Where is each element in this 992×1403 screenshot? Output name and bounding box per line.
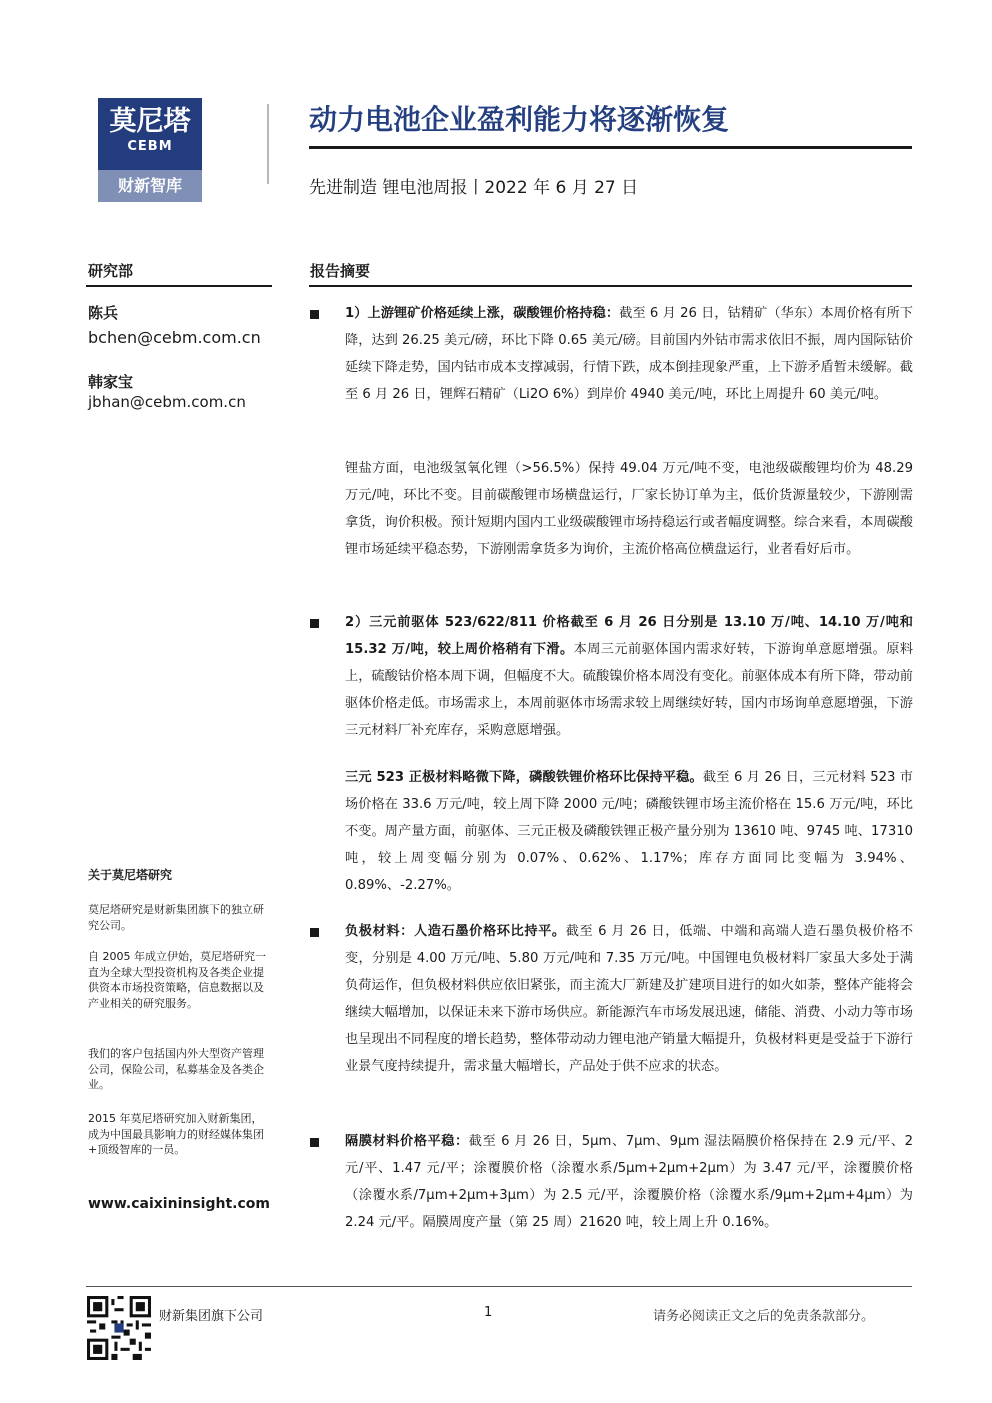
report-title: 动力电池企业盈利能力将逐渐恢复: [309, 103, 730, 136]
paragraph-lead: 负极材料：人造石墨价格环比持平。: [345, 924, 566, 939]
summary-paragraph-separator: [345, 1128, 913, 1236]
summary-paragraph-anode: [345, 918, 913, 1080]
about-paragraph: 2015 年莫尼塔研究加入财新集团，成为中国最具影响力的财经媒体集团+顶级智库的一员。: [88, 1112, 264, 1157]
bullet-square: [310, 1138, 319, 1147]
bullet-square: [310, 310, 319, 319]
paragraph-body: 截至 6 月 26 日，5μm、7μm、9μm 湿法隔膜价格保持在 2.9 元/平、2 元/平、1.47 元/平；涂覆膜价格（涂覆水系/5μm+2μm+2μm）为 3.47 元/平，涂覆膜价格（涂覆水系/7μm+2μm+3μm）为 2.5 元/平，涂覆膜价格（涂覆水系/9μm+2μm+4μm）为 2.24 元/平。隔膜周度产量（第 25 周）21620 吨，较上周上升 0.16%。: [345, 1134, 914, 1230]
paragraph-lead: 1）上游锂矿价格延续上涨，碳酸锂价格持稳：: [345, 306, 620, 321]
report-subtitle: 先进制造 锂电池周报丨2022 年 6 月 27 日: [309, 178, 639, 198]
logo: [98, 98, 202, 170]
paragraph-body: 本周三元前驱体国内需求好转，下游询单意愿增强。原料上，硫酸钴价格本周下调，但幅度不大。硫酸镍价格本周没有变化。前驱体成本有所下降，带动前驱体价格走低。市场需求上，本周前驱体市场需求较上周继续好转，国内市场询单意愿增强，下游三元材料厂补充库存，采购意愿增强。: [345, 642, 914, 738]
bullet-square: [310, 619, 319, 628]
bullet-square: [310, 928, 319, 937]
summary-paragraph-lithium-salt: 锂盐方面，电池级氢氧化锂（>56.5%）保持 49.04 万元/吨不变，电池级碳酸锂均价为 48.29 万元/吨，环比不变。目前碳酸锂市场横盘运行，厂家长协订单为主，低价货源量较少，下游刚需拿货，询价积极。预计短期内国内工业级碳酸锂市场持稳运行或者幅度调整。综合来看，本周碳酸锂市场延续平稳态势，下游刚需拿货多为询价，主流价格高位横盘运行，业者看好后市。: [345, 461, 913, 557]
website-link[interactable]: www.caixininsight.com: [88, 1196, 270, 1212]
about-title: 关于莫尼塔研究: [88, 868, 173, 882]
disclaimer-note: 请务必阅读正文之后的免责条款部分。: [653, 1309, 875, 1324]
paragraph-body: 截至 6 月 26 日，低端、中端和高端人造石墨负极价格不变，分别是 4.00 万元/吨、5.80 万元/吨和 7.35 万元/吨。中国锂电负极材料厂家虽大多处于满负荷运作，但负极材料供应依旧紧张，而主流大厂新建及扩建项目进行的如火如荼，整体产能将会继续大幅增加，以保证未来下游市场供应。新能源汽车市场发展迅速，储能、消费、小动力等市场也呈现出不同程度的增长趋势，整体带动动力锂电池产销量大幅提升，负极材料更是受益于下游行业景气度持续提升，需求量大幅增长，产品处于供不应求的状态。: [345, 924, 914, 1074]
summary-heading-rule: [309, 285, 912, 287]
paragraph-body: 截至 6 月 26 日，三元材料 523 市场价格在 33.6 万元/吨，较上周下降 2000 元/吨；磷酸铁锂市场主流价格在 15.6 万元/吨，环比不变。周产量方面，前驱体、三元正极及磷酸铁锂正极产量分别为 13610 吨、9745 吨、17310 吨，较上周变幅分别为 0.07%、0.62%、1.17%；库存方面同比变幅为 3.94%、0.89%、-2.27%。: [345, 770, 913, 893]
left-heading-rule: [86, 285, 272, 287]
author-email[interactable]: jbhan@cebm.com.cn: [88, 393, 246, 411]
header-divider: [267, 104, 269, 184]
author-name: 韩家宝: [88, 373, 134, 391]
about-paragraph: 自 2005 年成立伊始，莫尼塔研究一直为全球大型投资机构及各类企业提供资本市场投资策略，信息数据以及产业相关的研究服务。: [88, 950, 266, 1010]
author-name: 陈兵: [88, 304, 119, 322]
paragraph-body: 截至 6 月 26 日，钴精矿（华东）本周价格有所下降，达到 26.25 美元/磅，环比下降 0.65 美元/磅。目前国内外钴市需求依旧不振，周内国际钴价延续下降走势，国内钴市成本支撑减弱，行情下跌，成本倒挂现象严重，上下游矛盾暂未缓解。截至 6 月 26 日，锂辉石精矿（Li2O 6%）到岸价 4940 美元/吨，环比上周提升 60 美元/吨。: [345, 306, 913, 402]
logo-sub: 财新智库: [98, 170, 202, 202]
about-paragraph: 我们的客户包括国内外大型资产管理公司，保险公司，私募基金及各类企业。: [88, 1047, 264, 1092]
about-paragraph: 莫尼塔研究是财新集团旗下的独立研究公司。: [88, 903, 264, 932]
summary-paragraph-lithium: [345, 300, 913, 408]
title-rule: [309, 146, 912, 149]
qr-code-icon: [87, 1296, 151, 1360]
logo-cn: 莫尼塔: [109, 106, 191, 137]
research-dept-heading: 研究部: [88, 262, 134, 280]
footer-rule: [86, 1286, 912, 1287]
paragraph-lead: 隔膜材料价格平稳：: [345, 1134, 469, 1149]
summary-paragraph-precursor: [345, 609, 913, 744]
logo-en: CEBM: [127, 139, 173, 154]
paragraph-lead: 2）三元前驱体 523/622/811 价格截至 6 月 26 日分别是 13.10 万/吨、14.10 万/吨和 15.32 万/吨，较上周价格稍有下滑。: [345, 615, 913, 657]
footer-company: 财新集团旗下公司: [159, 1309, 264, 1324]
summary-paragraph-cathode: [345, 764, 913, 899]
summary-heading: 报告摘要: [310, 262, 371, 280]
author-email[interactable]: bchen@cebm.com.cn: [88, 328, 261, 347]
paragraph-lead: 三元 523 正极材料略微下降，磷酸铁锂价格环比保持平稳。: [345, 770, 703, 785]
page-number: 1: [484, 1305, 493, 1320]
